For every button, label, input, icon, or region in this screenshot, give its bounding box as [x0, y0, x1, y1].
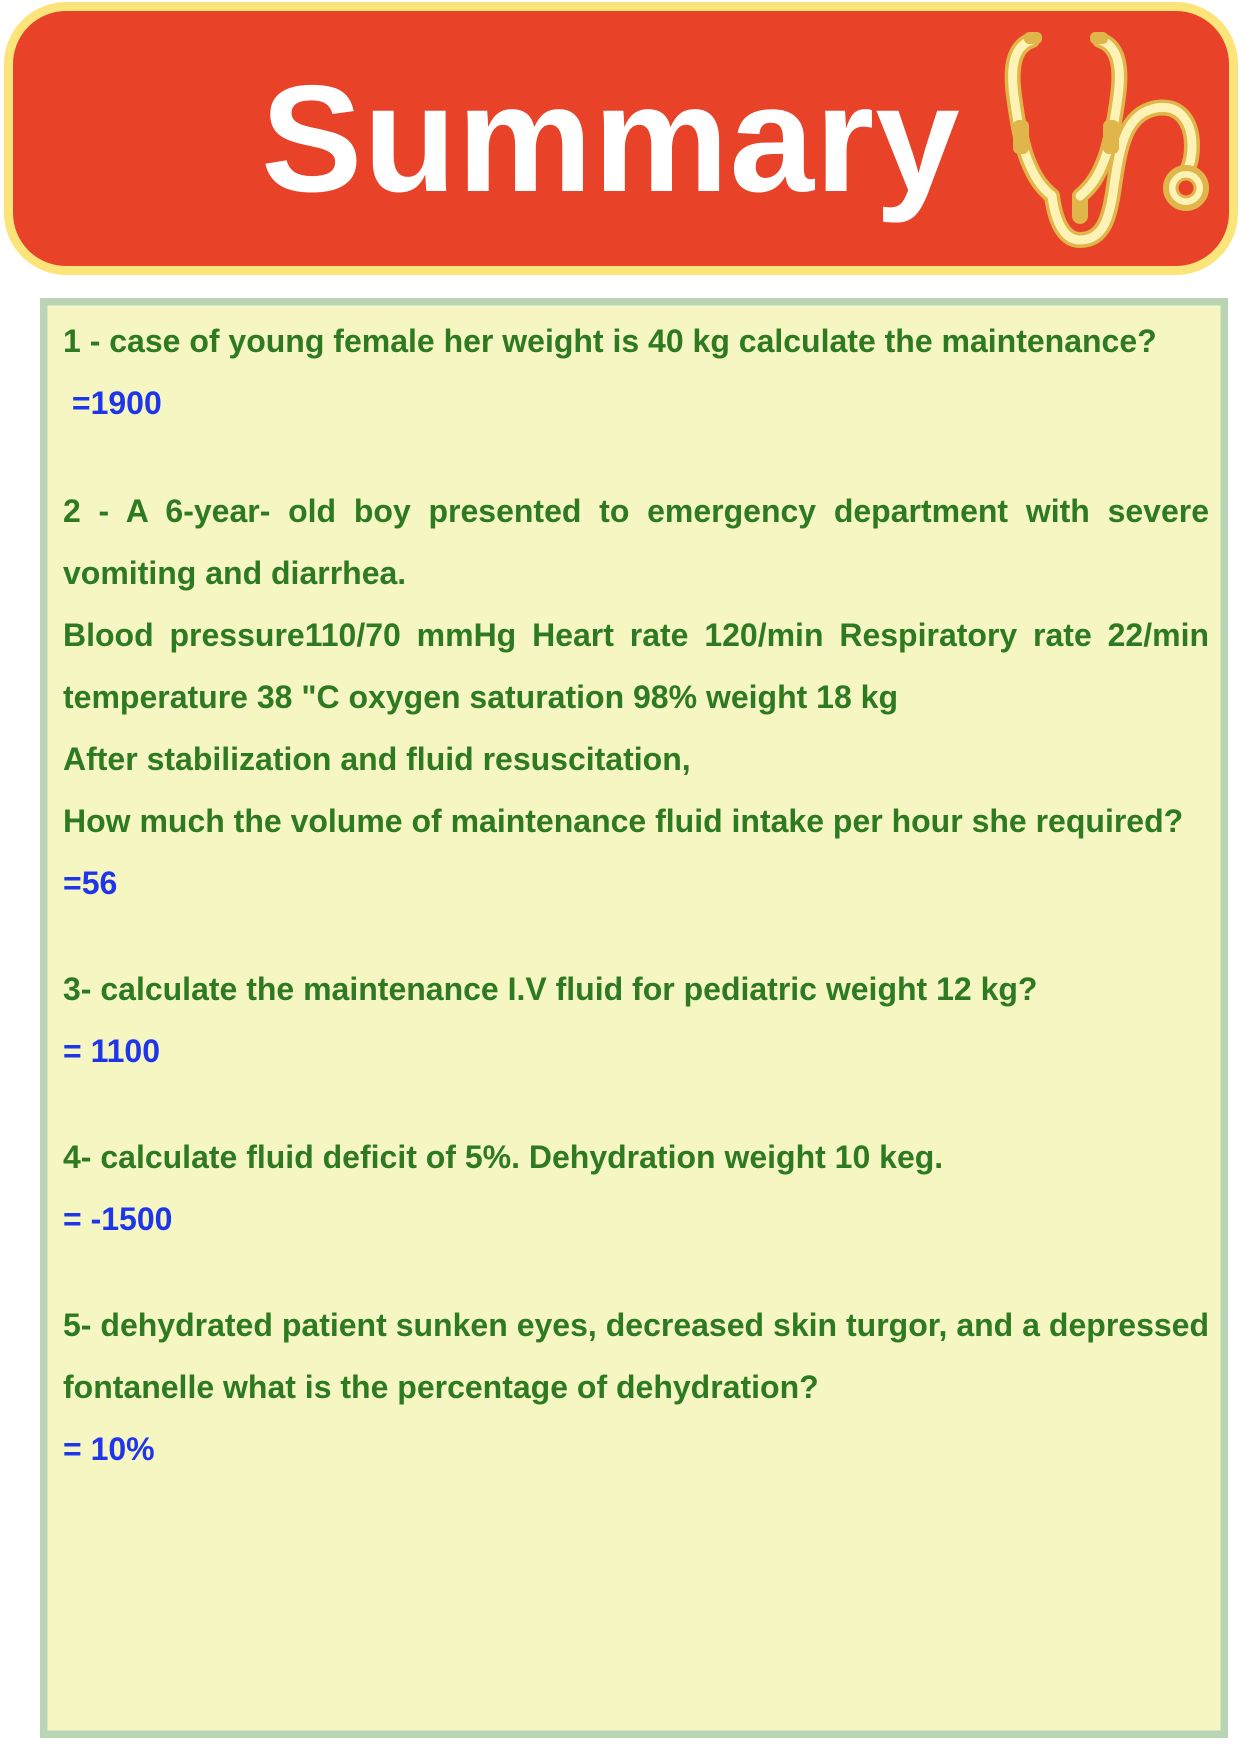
question-text: Blood pressure110/70 mmHg Heart rate 120/min Respiratory rate 22/min temperature 38 "C oxygen saturation 98% weight 18 kg: [63, 617, 1209, 715]
question-text: 1 - case of young female her weight is 40 kg calculate the maintenance?: [63, 323, 1157, 359]
answer-text: =56: [63, 865, 118, 901]
answer-text: = 1100: [63, 1033, 160, 1069]
answer-text: =1900: [63, 385, 162, 421]
question-text: 3- calculate the maintenance I.V fluid for pediatric weight 12 kg?: [63, 971, 1038, 1007]
question-item: [63, 958, 1209, 1082]
question-text: After stabilization and fluid resuscitation,: [63, 741, 691, 777]
stethoscope-icon: [1000, 26, 1230, 256]
question-text: 5- dehydrated patient sunken eyes, decreased skin turgor, and a depressed fontanelle what is the percentage of dehydration?: [63, 1307, 1209, 1405]
question-item: [63, 1126, 1209, 1250]
page-title: Summary: [261, 54, 961, 224]
questions-panel: [40, 298, 1228, 1738]
answer-text: = 10%: [63, 1431, 155, 1467]
question-item: [63, 480, 1209, 914]
question-item: [63, 1294, 1209, 1480]
answer-text: = -1500: [63, 1201, 173, 1237]
question-text: How much the volume of maintenance fluid intake per hour she required?: [63, 803, 1184, 839]
question-text: 4- calculate fluid deficit of 5%. Dehydration weight 10 keg.: [63, 1139, 944, 1175]
question-text: 2 - A 6-year- old boy presented to emergency department with severe vomiting and diarrhea.: [63, 493, 1209, 591]
question-item: [63, 310, 1209, 434]
questions-list: [63, 305, 1209, 1480]
